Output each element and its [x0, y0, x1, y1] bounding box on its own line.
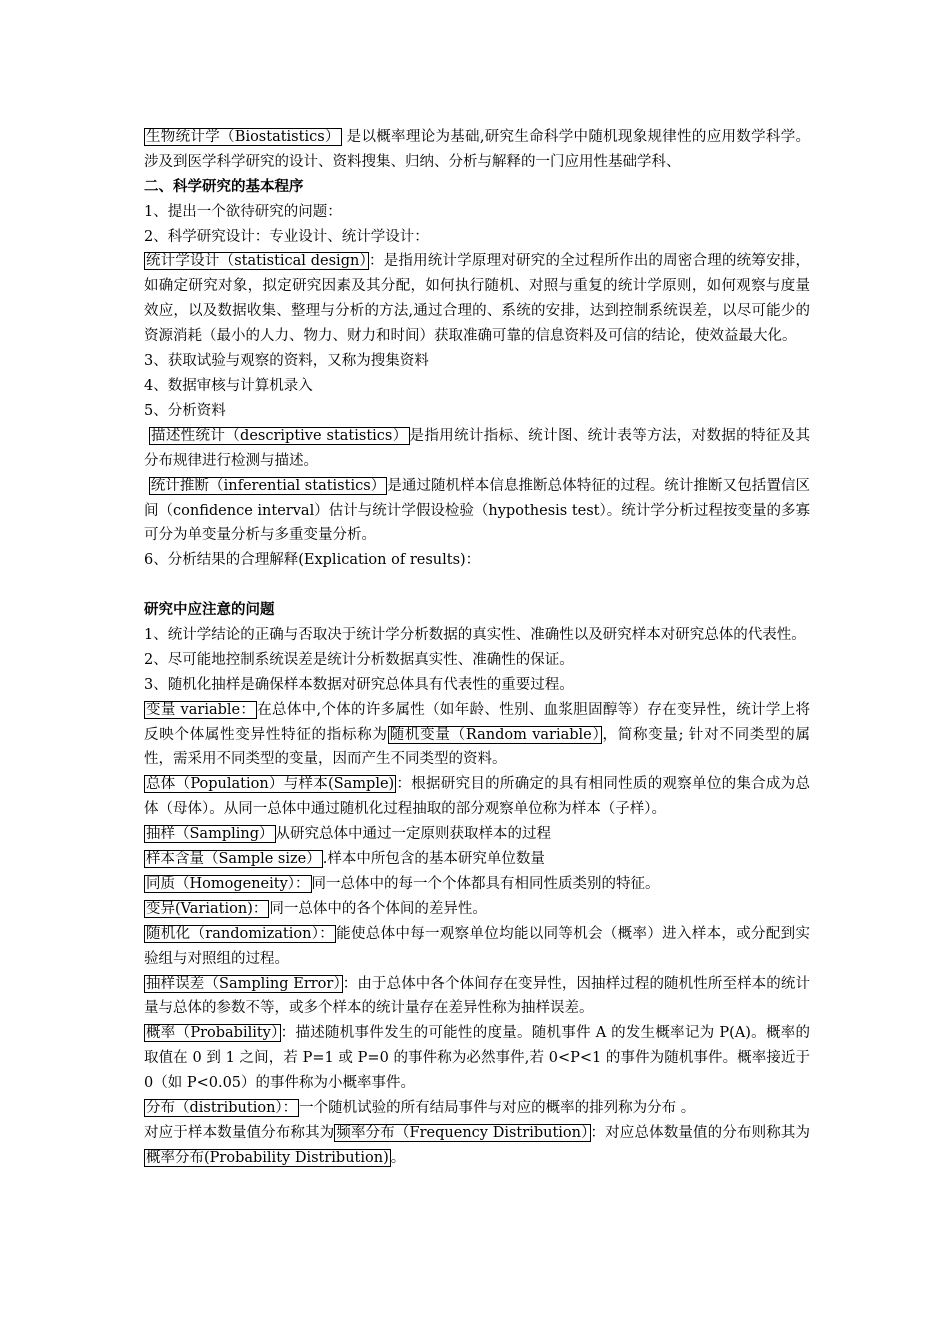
sampling-text: 从研究总体中通过一定原则获取样本的过程	[275, 826, 552, 843]
probability-definition	[144, 1021, 810, 1096]
term-homogeneity: 同质（Homogeneity）：	[146, 875, 310, 892]
term-variation: 变异(Variation)：	[146, 900, 268, 917]
statistical-design-text: ：是指用统计学原理对研究的全过程所作出的周密合理的统筹安排，如确定研究对象，拟定研究因素及其分配，如何执行随机、对照与重复的统计学原则，如何观察与度量效应，以及数据收集、整理与分析的方法,通过合理的、系统的安排，达到控制系统误差，以尽可能少的资源消耗（最小的人力、物力、财力和时间）获取准确可靠的信息资料及可信的结论，使效益最大化。	[144, 253, 811, 345]
distribution-text: 一个随机试验的所有结局事件与对应的概率的排列称为分布 。	[299, 1100, 696, 1117]
blank-line	[144, 573, 810, 598]
term-sampling-error: 抽样误差（Sampling Error）	[146, 975, 341, 992]
inferential-statistics-definition	[144, 474, 810, 549]
sample-size-definition	[144, 847, 810, 872]
term-frequency-distribution: 频率分布（Frequency Distribution）	[336, 1125, 589, 1141]
variable-text-1: 在总体中,个体的许多属性（如年龄、性别、血浆胆固醇等）存在变异性，统计学上将反映个体属性变异性特征的指标称为	[144, 701, 810, 743]
sampling-error-definition	[144, 972, 810, 1022]
step-5: 5、分析资料	[144, 402, 226, 419]
variation-definition	[144, 897, 810, 922]
term-probability-distribution: 概率分布(Probability Distribution)	[146, 1149, 389, 1166]
term-biostatistics: 生物统计学（Biostatistics）	[146, 129, 340, 145]
population-sample-definition	[144, 772, 810, 822]
term-random-variable: 随机变量（Random variable）	[389, 726, 601, 743]
term-population-sample: 总体（Population）与样本(Sample)	[146, 776, 395, 793]
step-2: 2、科学研究设计：专业设计、统计学设计：	[144, 228, 429, 245]
sample-size-text: .样本中所包含的基本研究单位数量	[322, 851, 545, 868]
biostatistics-definition	[144, 125, 810, 175]
issue-2: 2、尽可能地控制系统误差是统计分析数据真实性、准确性的保证。	[144, 651, 574, 668]
term-inferential-statistics: 统计推断（inferential statistics）	[150, 477, 386, 494]
term-sample-size: 样本含量（Sample size）	[146, 851, 321, 868]
term-distribution: 分布（distribution）：	[146, 1100, 298, 1117]
step-4: 4、数据审核与计算机录入	[144, 378, 313, 394]
term-sampling: 抽样（Sampling）	[146, 826, 274, 843]
homogeneity-definition	[144, 872, 810, 897]
descriptive-statistics-text: 是指用统计指标、统计图、统计表等方法，对数据的特征及其分布规律进行检测与描述。	[144, 427, 811, 469]
term-randomization: 随机化（randomization）：	[146, 925, 335, 942]
biostatistics-text: 是以概率理论为基础,研究生命科学中随机现象规律性的应用数学科学。涉及到医学科学研究的设计、资料搜集、归纳、分析与解释的一门应用性基础学科、	[144, 129, 810, 170]
sampling-error-text: ：由于总体中各个体间存在变异性，因抽样过程的随机性所至样本的统计量与总体的参数不等，或多个样本的统计量存在差异性称为抽样误差。	[144, 975, 810, 1017]
randomization-definition	[144, 922, 810, 972]
issue-1: 1、统计学结论的正确与否取决于统计学分析数据的真实性、准确性以及研究样本对研究总体的代表性。	[144, 626, 806, 643]
frequency-text-1: 对应于样本数量值分布称其为	[144, 1125, 335, 1141]
sampling-definition	[144, 822, 810, 847]
probability-text: ：描述随机事件发生的可能性的度量。随机事件 A 的发生概率记为 P(A)。概率的取值在 0 到 1 之间，若 P=1 或 P=0 的事件称为必然事件,若 0<P<1 的事件为随机事件。概率接近于 0（如 P<0.05）的事件称为小概率事件。	[144, 1025, 810, 1092]
document-page	[144, 125, 810, 1171]
variation-text: 同一总体中的各个体间的差异性。	[269, 900, 487, 917]
step-1: 1、提出一个欲待研究的问题：	[144, 203, 342, 220]
population-sample-text: ：根据研究目的所确定的具有相同性质的观察单位的集合成为总体（母体）。从同一总体中通过随机化过程抽取的部分观察单位称为样本（子样）。	[144, 776, 810, 818]
homogeneity-text: 同一总体中的每一个个体都具有相同性质类别的特征。	[311, 875, 660, 892]
step-6: 6、分析结果的合理解释(Explication of results)：	[144, 552, 481, 569]
issue-3: 3、随机化抽样是确保样本数据对研究总体具有代表性的重要过程。	[144, 676, 574, 693]
term-probability: 概率（Probability）	[146, 1025, 279, 1042]
inferential-statistics-text: 是通过随机样本信息推断总体特征的过程。统计推断又包括置信区间（confidence interval）估计与统计学假设检验（hypothesis test）。统计学分析过程按变量的多寡可分为单变量分析与多重变量分析。	[144, 477, 811, 544]
term-statistical-design: 统计学设计（statistical design）	[146, 253, 367, 270]
randomization-text: 能使总体中每一观察单位均能以同等机会（概率）进入样本，或分配到实验组与对照组的过程。	[144, 925, 811, 967]
distribution-definition	[144, 1096, 810, 1121]
variable-definition	[144, 698, 810, 773]
frequency-text-3: 。	[390, 1149, 406, 1166]
term-descriptive-statistics: 描述性统计（descriptive statistics）	[150, 427, 408, 444]
section-heading-research-issues: 研究中应注意的问题	[144, 601, 275, 619]
section-heading-research-procedure: 二、科学研究的基本程序	[144, 177, 304, 195]
step-3: 3、获取试验与观察的资料，又称为搜集资料	[144, 353, 429, 370]
descriptive-statistics-definition	[144, 424, 810, 474]
frequency-distribution-definition	[144, 1121, 810, 1171]
frequency-text-2: ：对应总体数量值的分布则称其为	[590, 1125, 810, 1141]
statistical-design-definition	[144, 249, 810, 349]
variable-text-2: ，简称变量; 针对不同类型的属性，需采用不同类型的变量，因而产生不同类型的资料。	[144, 726, 810, 768]
term-variable: 变量 variable：	[146, 701, 256, 718]
